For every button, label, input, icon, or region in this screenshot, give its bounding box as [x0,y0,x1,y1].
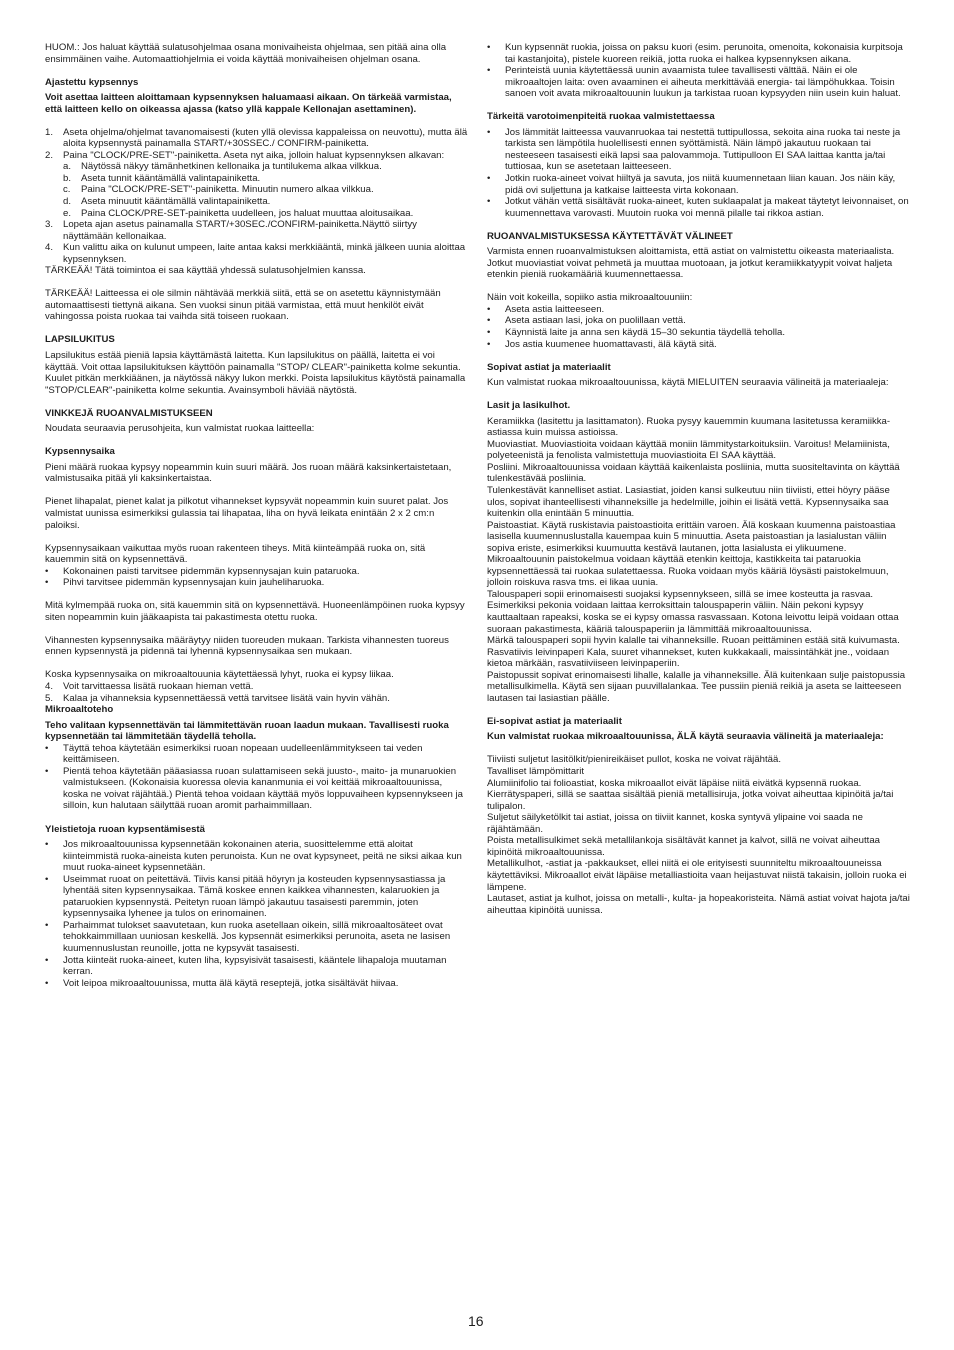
text-line: Kierrätyspaperi, sillä se saattaa sisältää pieniä metallisiruja, jotka voivat aiheuttaa kipinöitä ja/tai tulipalon. [487,789,894,812]
list-item: • Voit leipoa mikroaaltouunissa, mutta älä käytä reseptejä, jotka sisältävät hiivaa. [45,978,469,990]
tips-intro: Noudata seuraavia perusohjeita, kun valmistat ruokaa laitteella: [45,423,315,435]
list-item: • Useimmat ruoat on peitettävä. Tiivis kansi pitää höyryn ja kosteuden kypsennysastiassa ja lyhentää siten kypsennysaikaa. Tämä koskee ennen kaikkea vihannesten, kalaruokien ja pataruokien kypsennystä. Peitetyn ruoan lämpö jakautuu tasaisesti paremmin, joten kypsennysaika lyhenee ja tulos on erinomainen. [45,874,469,920]
density-bullets [45,566,469,589]
unsuitable-heading: Ei-sopivat astiat ja materiaalit [487,715,622,727]
intro-note: HUOM.: Jos haluat käyttää sulatusohjelmaa osana monivaiheista ohjelmaa, sen pitää aina olla ensimmäinen vaihe. Automaattiohjelmia ei voida käyttää monivaiheisen ohjelman osana. [45,42,447,65]
general-heading: Yleistietoja ruoan kypsentämisestä [45,823,205,835]
step-item: 3. Lopeta ajan asetus painamalla START/+30SEC./CONFIRM-painiketta.Näyttö siirtyy näyttämään kellonaikaa. [45,219,417,242]
important-note-2: TÄRKEÄÄ! Laitteessa ei ole silmin nähtävää merkkiä siitä, että se on asetettu käynnistymään automaattisesti tiettynä aikana. Sen vuoksi sinun pitää varmistaa, että muut henkilöt eivät vahingossa poista ruokaa tai vaihda sitä toiseen ruokaan. [45,288,441,323]
list-item: • Kokonainen paisti tarvitsee pidemmän kypsennysajan kuin pataruoka. [45,566,469,578]
text-line: Tiiviisti suljetut lasitölkit/pienireikäiset pullot, koska ne voivat räjähtää. [487,754,781,766]
suitable-sub-heading: Lasit ja lasikulhot. [487,400,571,412]
sub-step-item: d. Aseta minuutit kääntämällä valintapainiketta. [63,196,271,208]
list-item: • Jos lämmität laitteessa vauvanruokaa tai nestettä tuttipullossa, sekoita aina ruoka tai neste ja tarkista sen lämpötila huolellisesti ennen syöttämistä. Näin lämpö jakautuu ruokaan tai nesteeseen tasaisesti eikä lapsi saa palovammoja. Tuttipulloon EI SAA laittaa kantta ja/tai tuttiosaa, kun se asetetaan laitteeseen. [487,127,910,173]
cooking-time-p1: Pieni määrä ruokaa kypsyy nopeammin kuin suuri määrä. Jos ruoan määrä kaksinkertaistetaan, valmistusaika pitää yli kaksinkertaistaa. [45,461,452,485]
cooking-time-heading: Kypsennysaika [45,446,115,458]
text-line: Alumiinifolio tai folioastiat, koska mikroaallot eivät läpäise niitä eivätkä kypsennä ruokaa. [487,777,862,789]
cooking-time-p3: Kypsennysaikaan vaikuttaa myös ruoan rakenteen tiheys. Mitä kiinteämpää ruoka on, sitä kauemmin sitä on kypsennettävä. [45,542,426,566]
top-bullets [487,42,910,100]
text-line: Tulenkestävät kannelliset astiat. Lasiastiat, joiden kansi sulkeutuu niin tiiviisti, ettei höyry pääse ulos, sopivat ihanteellisesti vihanneksille ja hedelmille, joihin ei lisätä vettä. Kypsennysaika saa kuitenkin olla enintään 5 minuuttia. [487,485,890,520]
power-heading: Mikroaaltoteho [45,704,114,716]
sub-step-item: e. Paina CLOCK/PRE-SET-painiketta uudelleen, jos haluat muuttaa aloitusaikaa. [63,207,414,219]
suitable-lines [487,416,910,705]
list-item: • Aseta astia laitteeseen. [487,304,910,316]
text-line: Märkä talouspaperi sopii hyvin kalalle tai vihanneksille. Ruoan peittäminen estää sitä kuivumasta. [487,635,900,647]
water-steps [45,681,469,704]
text-line: Rasvatiivis leivinpaperi Kala, suuret vihannekset, kuten kukkakaali, maissintähkät jne., voidaan kietoa märkään, rasvatiiviiseen leivinpaperiin. [487,646,890,670]
text-line: Suljetut säilyketölkit tai astiat, joissa on tiiviit kannet, koska syntyvä ylipaine voi saada ne räjähtämään. [487,812,863,835]
step-item: 4. Voit tarvittaessa lisätä ruokaan hieman vettä. [45,681,254,693]
step-item: 2. Paina "CLOCK/PRE-SET"-painiketta. Aseta nyt aika, jolloin haluat kypsennyksen alkavan: a. Näytössä näkyy tämänhetkinen kellonaika ja tuntilukema alkaa vilkkua. b. Aseta tunnit kääntämällä valintapainiketta. c. Paina "CLOCK/PRE-SET"-painiketta. Minuutin numero alkaa vilkkua. d. Aseta minuutit kääntämällä valintapainiketta. e. Paina CLOCK/PRE-SET-painiketta uudelleen, jos haluat muuttaa aloitusaikaa. [45,150,469,219]
important-note-1: TÄRKEÄÄ! Tätä toimintoa ei saa käyttää yhdessä sulatusohjelmien kanssa. [45,265,366,277]
list-item: • Aseta astiaan lasi, joka on puolillaan vettä. [487,315,910,327]
sub-step-item: a. Näytössä näkyy tämänhetkinen kellonaika ja tuntilukema alkaa vilkkua. [63,161,382,173]
left-column [45,42,469,1001]
text-line: Lautaset, astiat ja kulhot, joissa on metalli-, kulta- ja hopeakoristeita. Nämä astiat voivat hajota ja/tai aiheuttaa kipinöitä uunissa. [487,893,910,916]
text-line: Mikroaaltouunin paistokelmua voidaan käyttää etenkin keittoja, kastikkeita tai pataruokia kypsennettäessä tai ruokaa sulatettaessa. Ruoka voidaan myös kääriä löysästi paistokelmuun, jolloin roiskuva rasva tms. ei likaa uunia. [487,554,889,589]
unsuitable-lines [487,754,910,916]
power-bullets [45,743,469,812]
text-line: Posliini. Mikroaaltouunissa voidaan käyttää kaikenlaista posliinia, mutta suositeltavinta on käyttää tulenkestävää posliinia. [487,461,900,485]
list-item: • Jotkut vähän vettä sisältävät ruoka-aineet, kuten suklaapalat ja makeat täytetyt leivonnaiset, on kuumennettava varovasti. Muutoin ruoka voi mennä pilalle tai rikkoa astian. [487,196,910,219]
precautions-heading: Tärkeitä varotoimenpiteitä ruokaa valmistettaessa [487,111,715,123]
unsuitable-lead: Kun valmistat ruokaa mikroaaltouunissa, ÄLÄ käytä seuraavia välineitä ja materiaaleja: [487,731,884,743]
sub-step-item: b. Aseta tunnit kääntämällä valintapainiketta. [63,172,261,184]
list-item: • Jos astia kuumenee huomattavasti, älä käytä sitä. [487,339,910,351]
list-item: • Perinteistä uunia käytettäessä uunin avaamista tulee tavallisesti välttää. Näin ei ole mikroaaltojen laita: oven avaaminen ei aiheuta merkittävää energia- tai lämpöhukkaa. Toisin sanoen voit avata mikroaaltouunin luukun ja tarkistaa ruoan kypsyyden niin usein kuin haluat. [487,65,910,100]
list-item: • Kun kypsennät ruokia, joissa on paksu kuori (esim. perunoita, omenoita, kokonaisia kurpitsoja tai kastanjoita), pistele kuoreen reikiä, jotta ruoka ei halkea kypsennyksen aikana. [487,42,910,65]
precautions-bullets [487,127,910,219]
power-lead: Teho valitaan kypsennettävän tai lämmitettävän ruoan laadun mukaan. Tavallisesti ruoka kypsennetään tai lämmitetään täydellä teholla. [45,719,449,743]
text-line: Talouspaperi sopii erinomaisesti suojaksi kypsennykseen, sillä se imee kosteutta ja rasvaa. Esimerkiksi pekonia voidaan laittaa kerroksittain talouspaperin väliin. Näin pekoni kypsyy kauttaaltaan rapeaksi, koska se ei kypsy omassa rasvassaan. Kotona leivottu leipä voidaan ottaa suoraan pakastimesta, kääriä talouspaperiin ja lämmittää mikroaaltouunissa. [487,588,899,635]
text-line: Poista metallisulkimet sekä metallilankoja sisältävät kannet ja kalvot, sillä ne voivat aiheuttaa kipinöitä mikroaaltouunissa. [487,835,881,858]
utensils-bullets [487,304,910,350]
text-line: Metallikulhot, -astiat ja -pakkaukset, ellei niitä ei ole erityisesti suunniteltu mikroaaltouuneissa käytettäviksi. Mikroaallot eivät läpäise metalliastioita vaan heijastuvat niistä takaisin, jolloin ruoka ei lämpene. [487,858,907,893]
text-line: Paistoastiat. Käytä ruskistavia paistoastioita erittäin varoen. Älä koskaan kuumenna paistoastiaa lasisella kuumennuslustalla kauempaa kuin 5 minuuttia. Aseta paistoastian ja lasialustan väliin sopiva eriste, esimerkiksi kuumuutta kestävä lautanen, jotta lasialusta ei ylikuumene. [487,519,896,554]
text-line: Muoviastiat. Muoviastioita voidaan käyttää moniin lämmitystarkoituksiin. Varoitus! Melamiinista, polyeteenistä ja fenolista valmistettuja muoviastioita EI SAA käyttää. [487,438,890,462]
utensils-heading: RUOANVALMISTUKSESSA KÄYTETTÄVÄT VÄLINEET [487,230,733,242]
text-line: Paistopussit sopivat erinomaisesti lihalle, kalalle ja vihanneksille. Älä kuitenkaan sulje paistopussia metallisulkimella. Käytä sen sijaan puuvillalankaa. Tee pussiin pieniä reikiä ja aseta se laitteeseen lautasen tai lasiastian päälle. [487,669,906,704]
page-number: 16 [468,1313,484,1329]
timed-cooking-steps [45,127,469,266]
cooking-time-p4: Mitä kylmempää ruoka on, sitä kauemmin sitä on kypsennettävä. Huoneenlämpöinen ruoka kypsyy siten nopeammin kuin jääkaapista tai pakastimesta otettu ruoka. [45,600,465,623]
sub-step-item: c. Paina "CLOCK/PRE-SET"-painiketta. Minuutin numero alkaa vilkkua. [63,184,374,196]
step-item: 4. Kun valittu aika on kulunut umpeen, laite antaa kaksi merkkiääntä, minkä jälkeen uunia aloittaa kypsennyksen. [45,242,466,265]
cooking-time-p5: Vihannesten kypsennysaika määräytyy niiden tuoreuden mukaan. Tarkista vihannesten tuoreus ennen kypsennystä ja pidennä tai lyhennä kypsennysaikaa sen mukaan. [45,634,449,658]
cooking-time-p2: Pienet lihapalat, pienet kalat ja pilkotut vihannekset kypsyvät nopeammin kuin suuret palat. Jos valmistat uunissa esimerkiksi gulassia tai lihapataa, liha on hyvä leikata enintään 2 x 2 cm:n paloiksi. [45,496,449,531]
cooking-time-p6: Koska kypsennysaika on mikroaaltouunia käytettäessä lyhyt, ruoka ei kypsy liikaa. [45,669,394,681]
text-line: Tavalliset lämpömittarit [487,766,585,778]
suitable-heading: Sopivat astiat ja materiaalit [487,361,611,373]
utensils-p2: Näin voit kokeilla, sopiiko astia mikroaaltouuniin: [487,292,693,304]
general-bullets [45,839,469,989]
sub-steps [63,161,469,219]
list-item: • Täyttä tehoa käytetään esimerkiksi ruoan nopeaan uudelleenlämmitykseen tai veden keittämiseen. [45,743,469,766]
step-item: 1. Aseta ohjelma/ohjelmat tavanomaisesti (kuten yllä olevissa kappaleissa on neuvottu), mutta älä aloita kypsennystä painamalla START/+30SSEC./ CONFIRM-painiketta. [45,126,468,150]
list-item: • Pihvi tarvitsee pidemmän kypsennysajan kuin jauheliharuoka. [45,577,469,589]
right-column [487,42,910,916]
list-item: • Käynnistä laite ja anna sen käydä 15–30 sekuntia täydellä teholla. [487,327,910,339]
childlock-heading: LAPSILUKITUS [45,334,115,346]
timed-cooking-lead: Voit asettaa laitteen aloittamaan kypsennyksen haluamaasi aikaan. On tärkeää varmistaa, että laitteen kello on oikeassa ajassa (katso yllä kappale Kellonajan asettaminen). [45,92,452,115]
list-item: • Jotta kiinteät ruoka-aineet, kuten liha, kypsyisivät tasaisesti, kääntele lihapaloja muutaman kerran. [45,955,469,978]
tips-heading: VINKKEJÄ RUOANVALMISTUKSEEN [45,407,213,419]
list-item: • Jotkin ruoka-aineet voivat hiiltyä ja savuta, jos niitä kuumennetaan liian kauan. Jos näin käy, pidä ovi suljettuna ja katkaise laitteesta virta kokonaan. [487,173,910,196]
list-item: • Pientä tehoa käytetään pääasiassa ruoan sulattamiseen sekä juusto-, maito- ja munaruokien valmistukseen. (Kokonaisia kuoressa olevia kananmunia ei voi keittää mikroaaltouunissa, koska ne voivat räjähtää.) Pientä tehoa voidaan käyttää myös loppuvaiheen kypsennykseen ja silloin, kun halutaan säilyttää ruoan aromit parhaimmillaan. [45,766,469,812]
step-item: 5. Kalaa ja vihanneksia kypsennettäessä vettä tarvitsee lisätä vain hyvin vähän. [45,692,390,704]
suitable-p1: Kun valmistat ruokaa mikroaaltouunissa, käytä MIELUITEN seuraavia välineitä ja materiaaleja: [487,377,889,389]
list-item: • Jos mikroaaltouunissa kypsennetään kokonainen ateria, suosittelemme että aloitat kiinteimmistä ruoka-aineista kuten perunoista. Kun ne ovat kypsyneet, peitä ne siksi aikaa kun muut ruoka-aineet kypsennetään. [45,839,469,874]
timed-cooking-heading: Ajastettu kypsennys [45,76,139,88]
childlock-text: Lapsilukitus estää pieniä lapsia käyttämästä laitetta. Kun lapsilukitus on päällä, laitetta ei voi käyttää. Voit ottaa lapsilukituksen käyttöön painamalla "STOP/ CLEAR"-painiketta kolme sekuntia. Kuulet pitkän merkkiäänen, ja näytössä näkyy lukon merkki. Poista lapsilukitus käytöstä painamalla "STOP/CLEAR"-painiketta kolme sekuntia. Avainsymboli häviää näytöstä. [45,350,466,396]
text-line: Keramiikka (lasitettu ja lasittamaton). Ruoka pysyy kauemmin kuumana lasitetussa keramiikka-astiassa kuin muissa astioissa. [487,415,891,439]
list-item: • Parhaimmat tulokset saavutetaan, kun ruoka asetellaan oikein, sillä mikroaaltosäteet ovat tehokkaimmillaan uuniosan keskellä. Jos kypsennät esimerkiksi perunoita, aseta ne lasisen kuumennuslustan reunoille, jotta ne kypsyvät tasaisesti. [45,920,469,955]
utensils-p1: Varmista ennen ruoanvalmistuksen aloittamista, että astiat on valmistettu oikeasta materiaalista. Jotkut muoviastiat voivat pehmetä ja muuttaa muotoaan, ja jotkut keramiikkatyypit voivat haljeta etenkin pieniä ruokamääriä kuumennettaessa. [487,246,895,281]
